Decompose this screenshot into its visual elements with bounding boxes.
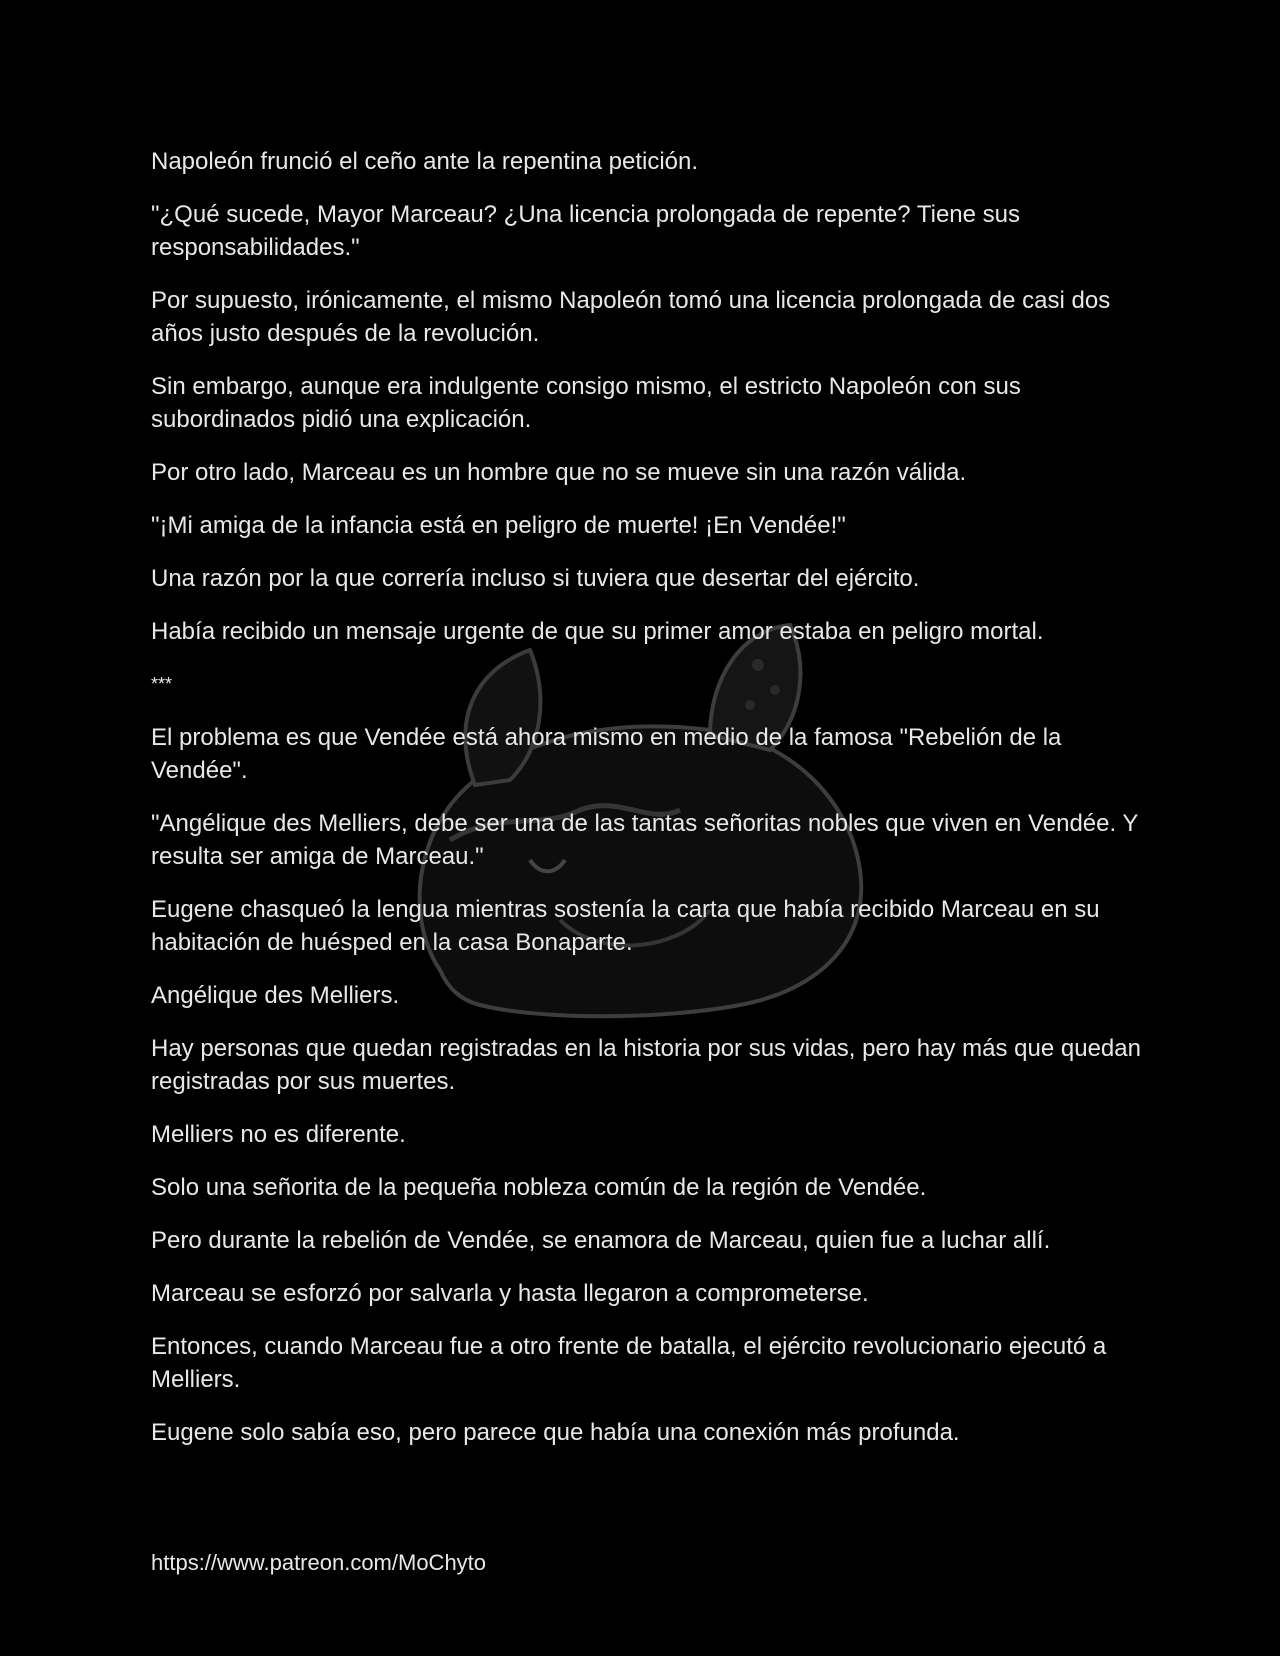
paragraph: Por otro lado, Marceau es un hombre que no se mueve sin una razón válida.: [151, 459, 967, 486]
paragraph: "¡Mi amiga de la infancia está en peligro de muerte! ¡En Vendée!": [151, 512, 846, 539]
paragraph: "¿Qué sucede, Mayor Marceau? ¿Una licencia prolongada de repente? Tiene sus responsabilidades.": [151, 201, 1021, 261]
paragraph: Eugene chasqueó la lengua mientras sostenía la carta que había recibido Marceau en su habitación de huésped en la casa Bonaparte.: [151, 896, 1100, 956]
paragraph: Angélique des Melliers.: [151, 982, 400, 1009]
story-text: [151, 145, 1141, 1469]
paragraph: Pero durante la rebelión de Vendée, se enamora de Marceau, quien fue a luchar allí.: [151, 1227, 1051, 1254]
paragraph: Melliers no es diferente.: [151, 1121, 406, 1148]
paragraph: El problema es que Vendée está ahora mismo en medio de la famosa "Rebelión de la Vendée".: [151, 724, 1062, 784]
paragraph: Eugene solo sabía eso, pero parece que había una conexión más profunda.: [151, 1419, 960, 1446]
paragraph: "Angélique des Melliers, debe ser una de las tantas señoritas nobles que viven en Vendée. Y resulta ser amiga de Marceau.": [151, 810, 1138, 870]
paragraph: Solo una señorita de la pequeña nobleza común de la región de Vendée.: [151, 1174, 927, 1201]
patreon-link[interactable]: https://www.patreon.com/MoChyto: [151, 1550, 487, 1575]
paragraph: Sin embargo, aunque era indulgente consigo mismo, el estricto Napoleón con sus subordinados pidió una explicación.: [151, 373, 1021, 433]
paragraph: Había recibido un mensaje urgente de que su primer amor estaba en peligro mortal.: [151, 618, 1044, 645]
paragraph: Marceau se esforzó por salvarla y hasta llegaron a comprometerse.: [151, 1280, 869, 1307]
paragraph: Una razón por la que correría incluso si tuviera que desertar del ejército.: [151, 565, 920, 592]
paragraph: Napoleón frunció el ceño ante la repentina petición.: [151, 148, 699, 175]
paragraph: Entonces, cuando Marceau fue a otro frente de batalla, el ejército revolucionario ejecutó a Melliers.: [151, 1333, 1107, 1393]
scene-separator: ***: [151, 674, 173, 694]
paragraph: Por supuesto, irónicamente, el mismo Napoleón tomó una licencia prolongada de casi dos años justo después de la revolución.: [151, 287, 1111, 347]
paragraph: Hay personas que quedan registradas en la historia por sus vidas, pero hay más que quedan registradas por sus muertes.: [151, 1035, 1141, 1095]
